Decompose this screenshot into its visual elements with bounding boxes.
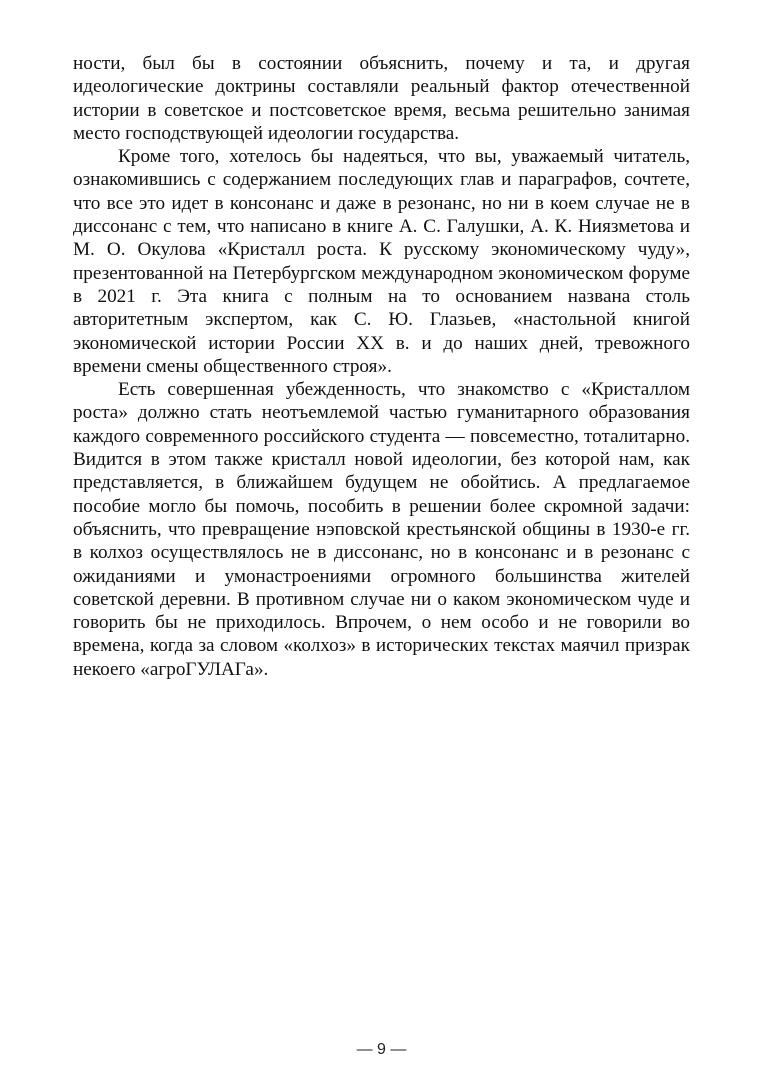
page-body bbox=[73, 52, 690, 681]
paragraph-crystal-of-growth: Кроме того, хотелось бы надеяться, что вы, уважаемый читатель, ознакомившись с содержанием последующих глав и параграфов, сочтете, что все это идет в консонанс и даже в резонанс, но ни в коем случае не в диссонанс с тем, что написано в книге А. С. Галушки, А. К. Ниязметова и М. О. Окулова «Кристалл роста. К русскому экономическому чуду», презентованной на Петербургском международном экономическом форуме в 2021 г. Эта книга с полным на то основанием названа столь авторитетным экспертом, как С. Ю. Глазьев, «настольной книгой экономической истории России XX в. и до наших дней, тревожного времени смены общественного строя». bbox=[73, 146, 690, 377]
page-number: — 9 — bbox=[356, 1041, 407, 1058]
paragraph-conviction: Есть совершенная убежденность, что знакомство с «Кристаллом роста» должно стать неотъемлемой частью гуманитарного образования каждого современного российского студента — повсеместно, тоталитарно. Видится в этом также кристалл новой идеологии, без которой нам, как представляется, в ближайшем будущем не обойтись. А предлагаемое пособие могло бы помочь, пособить в решении более скромной задачи: объяснить, что превращение нэповской крестьянской общины в 1930-е гг. в колхоз осуществлялось не в диссонанс, но в консонанс и в резонанс с ожиданиями и умонастроениями огромного большинства жителей советской деревни. В противном случае ни о каком экономическом чуде и говорить бы не приходилось. Впрочем, о нем особо и не говорили во времена, когда за словом «колхоз» в исторических текстах маячил призрак некоего «агроГУЛАГа». bbox=[73, 379, 690, 680]
paragraph-continuation: ности, был бы в состоянии объяснить, почему и та, и другая идеологические доктрины составляли реальный фактор отечественной истории в советское и постсоветское время, весьма решительно занимая место господствующей идеологии государства. bbox=[73, 53, 690, 144]
